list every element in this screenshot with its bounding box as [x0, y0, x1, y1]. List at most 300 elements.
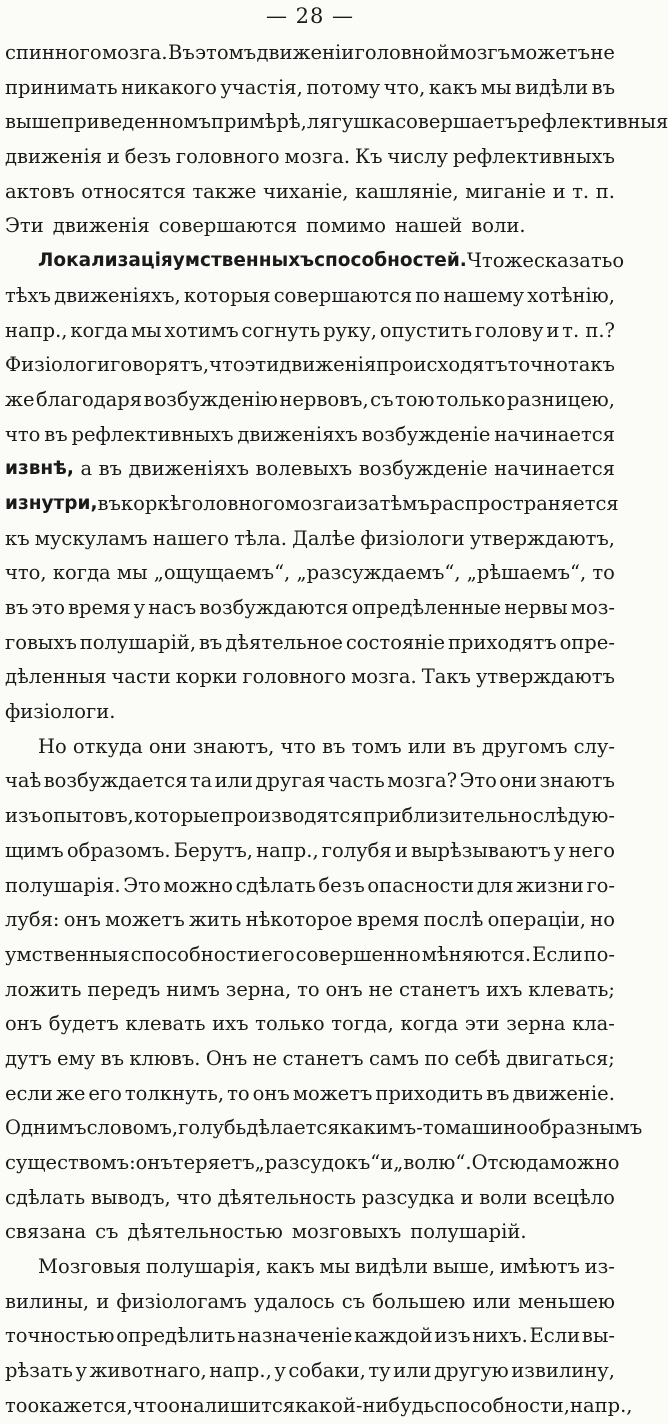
word: другомъ — [481, 734, 568, 758]
word: въ — [591, 75, 615, 99]
word: спинного — [5, 41, 102, 64]
word: можно — [163, 873, 233, 897]
word: Отсюда — [471, 1151, 550, 1174]
word: Далѣе — [292, 526, 356, 550]
word: руку, — [323, 318, 377, 342]
word: слѣдую- — [532, 804, 615, 828]
word: движенiяхъ — [128, 457, 250, 481]
word: начинается — [494, 422, 615, 446]
word: то — [297, 977, 320, 1001]
bold-word: умственныхъ — [172, 250, 315, 272]
word: его — [261, 942, 295, 966]
word: же — [5, 387, 35, 411]
word: т. — [572, 179, 590, 203]
word: безъ — [124, 145, 172, 169]
word: самъ — [368, 1046, 420, 1070]
word: операцiи, — [487, 908, 586, 932]
word: мы — [319, 1255, 351, 1279]
text-line — [5, 799, 615, 834]
word: и — [380, 1151, 394, 1174]
word: окажется, — [27, 1393, 133, 1417]
text-line — [5, 591, 615, 626]
word: разницею, — [506, 387, 615, 411]
word: участiя, — [220, 75, 303, 99]
word: послѣ — [423, 908, 484, 932]
word: Мозговыя — [38, 1255, 142, 1279]
word: Въ — [167, 41, 195, 64]
word: сказать — [533, 249, 613, 273]
word: разсудка — [361, 1185, 455, 1209]
word: мѣняются. — [421, 942, 532, 966]
word: въ — [322, 734, 346, 758]
word: видѣли — [514, 75, 589, 99]
body-text — [5, 36, 668, 1424]
word: движенiя — [5, 145, 102, 169]
word: актовъ — [5, 179, 75, 203]
word: начинается — [494, 457, 615, 481]
word: мозга. — [284, 145, 351, 169]
word: себѣ — [454, 1046, 501, 1070]
word: способности, — [434, 1393, 570, 1417]
word: нашему — [443, 283, 525, 307]
word: кла- — [572, 1012, 615, 1036]
word: существомъ: — [5, 1151, 136, 1174]
word: какимъ-то — [339, 1116, 446, 1140]
word: рѣзать — [5, 1359, 73, 1383]
word: по — [415, 283, 441, 307]
text-line — [5, 522, 615, 557]
word: сдѣлать — [235, 873, 316, 897]
word: Такъ — [421, 665, 471, 689]
word: движенiи — [256, 41, 355, 64]
word: лишится — [204, 1393, 296, 1417]
word: головной — [354, 41, 450, 64]
word: опре- — [559, 630, 615, 654]
word: въ — [98, 457, 123, 481]
word: дѣятельностью — [127, 1220, 283, 1244]
word: благодаря — [35, 387, 143, 411]
word: возбужденiю — [143, 387, 278, 411]
text-line — [5, 209, 615, 244]
word: т. п.? — [562, 318, 615, 342]
word: видѣли — [354, 1255, 428, 1279]
text-line — [5, 1007, 615, 1042]
text-line — [5, 1354, 615, 1389]
word: напр., — [209, 1359, 272, 1383]
word: ихъ — [212, 1012, 249, 1036]
word: голову — [474, 318, 544, 342]
word: у — [274, 1359, 286, 1383]
word: головного — [242, 665, 347, 689]
word: онъ — [63, 908, 101, 932]
word: возбужденiе — [358, 457, 488, 481]
word: Но — [38, 734, 67, 758]
word: знаютъ — [539, 769, 615, 793]
word: потому — [306, 75, 381, 99]
word: онъ — [325, 977, 363, 1001]
bold-word: изнутри, — [5, 492, 98, 514]
word: головного — [175, 145, 280, 169]
word: напр., — [256, 838, 319, 862]
word: машинообразнымъ — [445, 1116, 643, 1140]
word: же — [55, 1081, 86, 1105]
word: когда — [52, 561, 111, 585]
word: ложить — [5, 977, 82, 1001]
word: и — [106, 145, 120, 169]
word: нимъ — [166, 977, 220, 1001]
word: можетъ — [292, 1081, 373, 1105]
word: никакого — [121, 75, 217, 99]
word: или — [407, 734, 447, 758]
word: дѣятельность — [217, 1185, 357, 1209]
word: мы — [116, 561, 148, 585]
text-line — [5, 140, 615, 175]
word: выше, — [432, 1255, 496, 1279]
word: сдѣлать — [5, 1185, 86, 1209]
word: лягушка — [306, 110, 396, 134]
word: будетъ — [48, 1012, 119, 1036]
word: имѣютъ — [499, 1255, 580, 1279]
word: Къ — [354, 145, 383, 169]
text-line — [5, 1111, 643, 1146]
word: къ — [5, 526, 30, 550]
word: говорятъ, — [110, 353, 210, 377]
word: полушарiй. — [410, 1220, 527, 1244]
word: моз- — [570, 596, 615, 619]
text-line — [5, 1285, 615, 1320]
word: опасности — [367, 873, 475, 897]
word: умственныя — [5, 942, 130, 966]
word: лубя: — [5, 908, 60, 932]
word: утверждаютъ — [475, 665, 615, 689]
word: эти — [244, 353, 280, 377]
word: „ощущаемъ“, — [153, 561, 291, 585]
word: что — [176, 1185, 212, 1209]
word: части — [111, 665, 171, 689]
word: въ — [97, 491, 121, 515]
word: въ — [5, 596, 29, 619]
word: опустить — [379, 318, 473, 342]
word: только — [255, 1012, 325, 1036]
word: щимъ — [5, 838, 64, 862]
word: Если — [532, 942, 583, 966]
word: и — [546, 318, 560, 342]
word: происходятъ — [376, 353, 508, 377]
word: знаютъ, — [192, 734, 275, 758]
text-line — [5, 938, 615, 973]
text-line — [5, 36, 615, 71]
word: станетъ — [398, 977, 481, 1001]
word: головного — [181, 491, 286, 515]
text-line — [5, 105, 668, 140]
bold-word: Локализацiя — [38, 250, 173, 272]
word: клевать — [125, 1012, 206, 1036]
word: согнуть — [241, 318, 321, 342]
word: жить — [188, 908, 242, 932]
word: хотимъ — [164, 318, 239, 342]
word: мозга. — [351, 665, 417, 689]
word: дутъ — [5, 1046, 52, 1070]
word: утверждаютъ, — [469, 526, 615, 550]
word: зерна — [506, 1012, 566, 1036]
word: приходить — [375, 1081, 484, 1105]
word: ему — [57, 1046, 96, 1070]
word: голубь — [178, 1116, 247, 1140]
word: го- — [586, 873, 615, 897]
word: о — [612, 249, 625, 273]
word: клевать; — [528, 977, 615, 1001]
word: дѣленныя — [5, 665, 107, 689]
word: изъ — [5, 804, 42, 828]
text-line — [5, 903, 615, 938]
word: чиханiе, — [263, 179, 349, 203]
word: другая — [255, 769, 326, 793]
word: жизни — [516, 873, 584, 897]
word: движенiя — [52, 214, 150, 238]
word: мозга? — [387, 769, 458, 793]
word: по- — [583, 942, 615, 966]
word: или — [214, 769, 254, 793]
word: нашей — [394, 214, 463, 238]
word: то — [592, 561, 615, 585]
word: вилины, — [5, 1289, 90, 1313]
word: собаки, — [288, 1359, 366, 1383]
text-line — [5, 1077, 615, 1112]
word: и — [552, 179, 566, 203]
word: образомъ. — [66, 838, 171, 862]
word: извилину, — [511, 1359, 615, 1383]
word: мозга. — [102, 41, 168, 64]
word: тѣла. — [234, 526, 287, 550]
word: она — [168, 1393, 205, 1417]
word: меньшею — [518, 1289, 615, 1313]
word: всецѣло — [533, 1185, 615, 1209]
word: время — [356, 908, 420, 932]
text-line — [5, 660, 615, 695]
word: какой-нибудь — [295, 1393, 435, 1417]
word: напр., — [569, 1393, 633, 1417]
word: производятся — [220, 804, 363, 828]
text-line — [5, 314, 615, 349]
page-number: — 28 — — [265, 4, 355, 28]
word: опредѣлить — [116, 1324, 236, 1348]
word: затѣмъ — [357, 491, 430, 515]
text-line — [5, 1215, 615, 1250]
word: принимать — [5, 75, 118, 99]
text-line — [5, 418, 615, 453]
word: у — [133, 596, 146, 619]
word: каждой — [354, 1324, 433, 1348]
word: онъ — [252, 1081, 290, 1105]
word: если — [5, 1081, 53, 1105]
word: вы- — [581, 1324, 615, 1348]
bold-word: способностей. — [314, 250, 467, 272]
text-line — [5, 869, 615, 904]
word: точно — [507, 353, 568, 377]
word: и — [460, 1185, 474, 1209]
text-line — [5, 626, 615, 661]
word: назначенiе — [237, 1324, 353, 1348]
word: ихъ — [485, 977, 523, 1001]
word: дѣятельное — [225, 630, 343, 654]
word: что — [280, 734, 316, 758]
word: дѣлается — [246, 1116, 340, 1140]
word: мозговыхъ — [291, 1220, 402, 1244]
word: напр., — [5, 318, 68, 342]
word: животнаго, — [89, 1359, 207, 1383]
word: выводъ, — [90, 1185, 171, 1209]
text-line — [5, 348, 615, 383]
word: двигаться; — [505, 1046, 615, 1070]
word: возбуждаются — [199, 596, 349, 619]
word: него — [568, 838, 615, 862]
word: коркѣ — [120, 491, 182, 515]
word: физiологи. — [5, 700, 116, 724]
word: тѣхъ — [5, 283, 51, 307]
word: что, — [383, 75, 426, 99]
word: не — [368, 977, 394, 1001]
word: же — [504, 249, 534, 273]
word: совершаетъ — [395, 110, 518, 134]
text-line — [5, 1146, 620, 1181]
word: способности — [130, 942, 261, 966]
word: мы — [480, 75, 512, 99]
word: ту — [368, 1359, 391, 1383]
word: вышеприведенномъ — [5, 110, 212, 134]
text-line — [5, 487, 619, 522]
word: когда — [400, 1012, 459, 1036]
word: и — [96, 1289, 110, 1313]
word: въ — [198, 630, 223, 654]
word: въ — [100, 1046, 124, 1070]
word: въ — [486, 1081, 510, 1105]
word: время — [68, 596, 131, 619]
word: примѣрѣ, — [211, 110, 307, 134]
word: онъ — [135, 1151, 173, 1174]
word: числу — [387, 145, 449, 169]
word: нихъ. — [472, 1324, 528, 1348]
word: насъ — [148, 596, 197, 619]
word: что, — [5, 561, 47, 585]
word: состоянiе — [345, 630, 446, 654]
word: его — [88, 1081, 122, 1105]
word: онъ — [5, 1012, 43, 1036]
word: не — [590, 41, 615, 64]
word: можно — [549, 1151, 620, 1174]
word: п. — [595, 179, 615, 203]
word: точностью — [5, 1324, 115, 1348]
word: воли — [479, 1185, 528, 1209]
word: откуда — [72, 734, 143, 758]
word: миганiе — [465, 179, 547, 203]
text-line — [5, 764, 615, 799]
word: или — [472, 1289, 511, 1313]
word: опредѣленные — [351, 596, 502, 619]
word: приблизительно — [363, 804, 533, 828]
word: мы — [130, 318, 162, 342]
word: которые — [134, 804, 221, 828]
word: Если — [529, 1324, 581, 1348]
word: только — [435, 387, 506, 411]
text-line — [5, 1319, 615, 1354]
word: Физiологи — [5, 353, 111, 377]
word: и — [394, 838, 408, 862]
word: въ — [44, 422, 68, 446]
word: можетъ — [105, 908, 185, 932]
word: клювъ. — [129, 1046, 201, 1070]
word: полушарiя. — [5, 873, 121, 897]
word: чаѣ — [5, 769, 42, 793]
word: кашлянiе, — [355, 179, 459, 203]
word: словомъ, — [86, 1116, 179, 1140]
word: они — [148, 734, 187, 758]
word: совершаются — [273, 283, 413, 307]
word: какъ — [266, 1255, 315, 1279]
word: распространяется — [429, 491, 619, 515]
word: но — [590, 908, 615, 932]
word: у — [553, 838, 566, 862]
word: тогда, — [331, 1012, 394, 1036]
word: этомъ — [195, 41, 257, 64]
text-line — [5, 834, 615, 869]
word: физiологамъ — [116, 1289, 247, 1313]
word: движенiя — [279, 353, 377, 377]
word: изъ — [434, 1324, 471, 1348]
word: рефлективныхъ — [71, 422, 234, 446]
word: такъ — [567, 353, 615, 377]
word: опытовъ, — [41, 804, 134, 828]
word: „разсудокъ“ — [254, 1151, 381, 1174]
word: хотѣнiю, — [527, 283, 615, 307]
word: зерна, — [225, 977, 292, 1001]
word: что — [5, 422, 41, 446]
word: возбуждается — [43, 769, 188, 793]
text-line — [5, 556, 615, 591]
word: что — [209, 353, 245, 377]
word: Однимъ — [5, 1116, 87, 1140]
word: рефлективныя — [517, 110, 668, 134]
word: нервовъ, — [279, 387, 369, 411]
text-line — [5, 1389, 633, 1424]
word: и — [344, 491, 358, 515]
word: мозга — [285, 491, 345, 515]
text-line — [5, 695, 615, 730]
word: Что — [466, 249, 505, 273]
word: съ — [341, 1289, 366, 1313]
word: мускуламъ — [34, 526, 148, 550]
word: для — [476, 873, 514, 897]
word: теряетъ — [172, 1151, 255, 1174]
word: они — [499, 769, 538, 793]
word: нервы — [504, 596, 568, 619]
word: движенiяхъ — [237, 422, 358, 446]
word: которыя — [183, 283, 271, 307]
word: совершенно — [295, 942, 421, 966]
word: также — [192, 179, 257, 203]
word: тою — [394, 387, 435, 411]
text-line — [5, 71, 615, 106]
word: движенiе. — [512, 1081, 615, 1105]
word: та — [189, 769, 213, 793]
word: приходятъ — [447, 630, 557, 654]
word: связана — [5, 1220, 87, 1244]
word: когда — [70, 318, 129, 342]
word: Берутъ, — [173, 838, 253, 862]
word: то — [5, 1393, 28, 1417]
word: физiологи — [360, 526, 465, 550]
word: Это — [459, 769, 497, 793]
word: совершаются — [158, 214, 298, 238]
